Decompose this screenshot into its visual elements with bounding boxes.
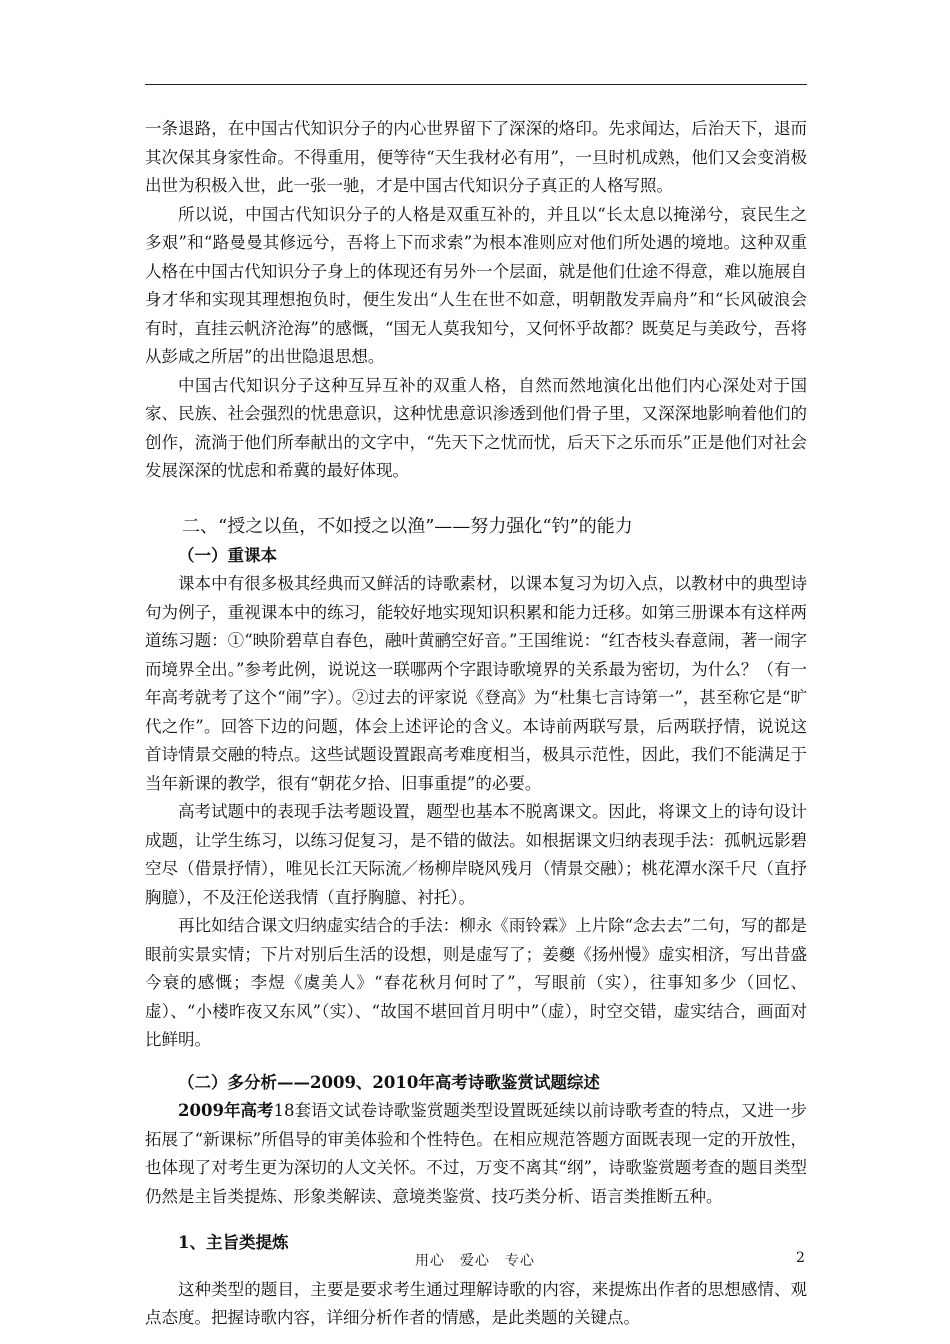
subsection-heading: 1、主旨类提炼 (178, 1233, 289, 1252)
header-rule (145, 84, 807, 85)
document-body (145, 115, 807, 1333)
page-number: 2 (796, 1250, 805, 1266)
paragraph-text: 18套语文试卷诗歌鉴赏题类型设置既延续以前诗歌考查的特点，又进一步拓展了“新课标”所倡导的审美体验和个性特色。在相应规范答题方面既表现一定的开放性，也体现了对考生更为深切的人文关怀。不过，万变不离其“纲”，诗歌鉴赏题考查的题目类型仍然是主旨类提炼、形象类解读、意境类鉴赏、技巧类分析、语言类推断五种。 (145, 1101, 807, 1206)
paragraph: 再比如结合课文归纳虚实结合的手法：柳永《雨铃霖》上片除“念去去”二句，写的都是眼前实景实情；下片对别后生活的设想，则是虚写了；姜夔《扬州慢》虚实相济，写出昔盛今衰的感慨；李煜《虞美人》“春花秋月何时了”，写眼前（实），往事知多少（回忆、虚）、“小楼昨夜又东风”（实）、“故国不堪回首月明中”（虚），时空交错，虚实结合，画面对比鲜明。 (145, 916, 807, 1049)
section-heading: 二、“授之以鱼，不如授之以渔”——努力强化“钓”的能力 (182, 515, 633, 537)
footer-slogan: 用心 爱心 专心 (415, 1253, 535, 1269)
paragraph: 中国古代知识分子这种互异互补的双重人格，自然而然地演化出他们内心深处对于国家、民族、社会强烈的忧患意识，这种忧患意识渗透到他们骨子里，又深深地影响着他们的创作，流淌于他们所奉献出的文字中，“先天下之忧而忧，后天下之乐而乐”正是他们对社会发展深深的忧虑和希冀的最好体现。 (145, 375, 807, 480)
paragraph: 一条退路，在中国古代知识分子的内心世界留下了深深的烙印。先求闻达，后治天下，退而其次保其身家性命。不得重用，便等待“天生我材必有用”，一旦时机成熟，他们又会变消极出世为积极入世，此一张一驰，才是中国古代知识分子真正的人格写照。 (145, 119, 807, 195)
paragraph (145, 1097, 807, 1211)
year-label: 2009年高考 (178, 1101, 274, 1120)
paragraph: 所以说，中国古代知识分子的人格是双重互补的，并且以“长太息以掩涕兮，哀民生之多艰”和“路曼曼其修远兮，吾将上下而求索”为根本准则应对他们所处遇的境地。这种双重人格在中国古代知识分子身上的体现还有另外一个层面，就是他们仕途不得意，难以施展自身才华和实现其理想抱负时，便生发出“人生在世不如意，明朝散发弄扁舟”和“长风破浪会有时，直挂云帆济沧海”的感慨，“国无人莫我知兮，又何怀乎故都？既莫足与美政兮，吾将从彭咸之所居”的出世隐退思想。 (145, 204, 807, 366)
subsection-heading: （二）多分析——2009、2010年高考诗歌鉴赏试题综述 (178, 1072, 600, 1092)
paragraph: 课本中有很多极其经典而又鲜活的诗歌素材，以课本复习为切入点，以教材中的典型诗句为例子，重视课本中的练习，能较好地实现知识积累和能力迁移。如第三册课本有这样两道练习题：①“映阶碧草自春色，融叶黄鹂空好音。”王国维说：“红杏枝头春意闹，著一闹字而境界全出。”参考此例，说说这一联哪两个字跟诗歌境界的关系最为密切，为什么？（有一年高考就考了这个“闹”字）。②过去的评家说《登高》为“杜集七言诗第一”，甚至称它是“旷代之作”。回答下边的问题，体会上述评论的含义。本诗前两联写景，后两联抒情，说说这首诗情景交融的特点。这些试题设置跟高考难度相当，极具示范性，因此，我们不能满足于当年新课的教学，很有“朝花夕拾、旧事重提”的必要。 (145, 574, 807, 793)
paragraph: 高考试题中的表现手法考题设置，题型也基本不脱离课文。因此，将课文上的诗句设计成题，让学生练习，以练习促复习，是不错的做法。如根据课文归纳表现手法：孤帆远影碧空尽（借景抒情），唯见长江天际流／杨柳岸晓风残月（情景交融）；桃花潭水深千尺（直抒胸臆），不及汪伦送我情（直抒胸臆、衬托）。 (145, 802, 807, 907)
paragraph: 这种类型的题目，主要是要求考生通过理解诗歌的内容，来提炼出作者的思想感情、观点态度。把握诗歌内容，详细分析作者的情感，是此类题的关键点。 (145, 1279, 807, 1327)
subsection-heading: （一）重课本 (178, 545, 277, 565)
